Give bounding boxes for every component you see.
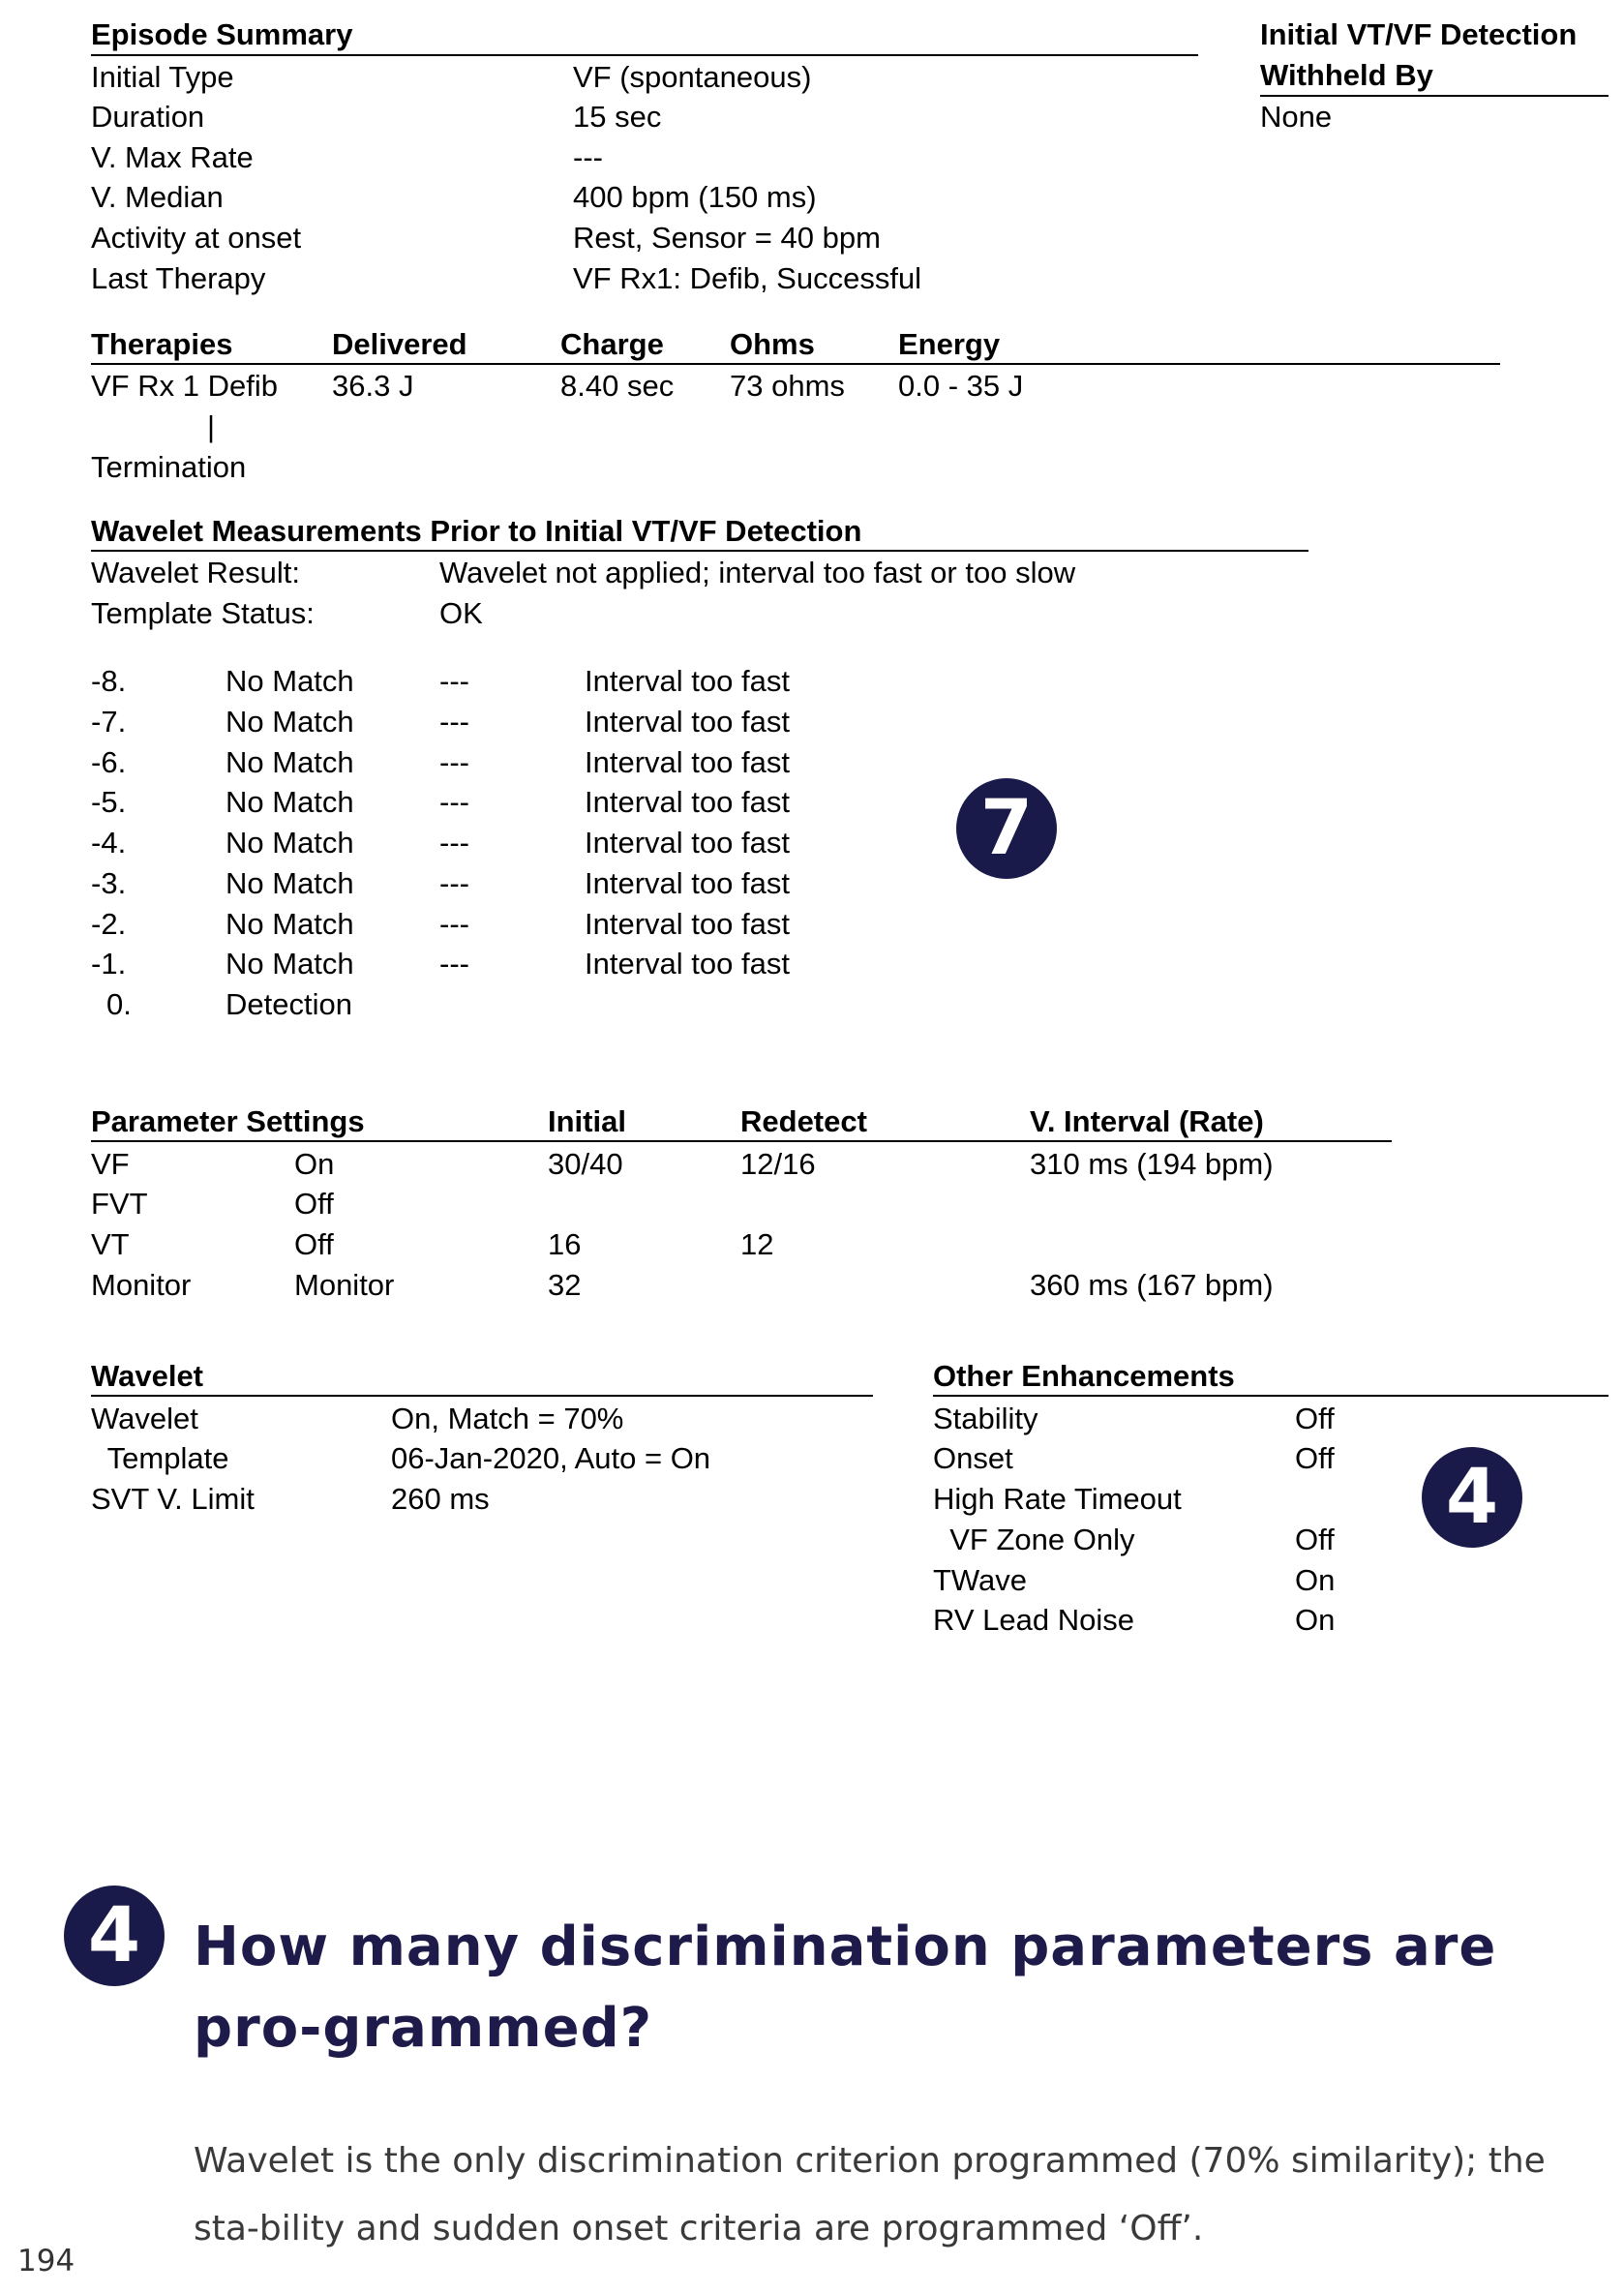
question-heading: How many discrimination parameters are pro-grammed? xyxy=(194,1916,1497,2060)
initial-header: Initial xyxy=(548,1104,626,1138)
divider xyxy=(91,1140,1392,1142)
divider xyxy=(91,1395,873,1397)
beat-match: No Match xyxy=(226,705,354,739)
wavelet-label: Template xyxy=(91,1441,229,1475)
summary-label: V. Max Rate xyxy=(91,140,254,174)
beat-pct: --- xyxy=(439,745,469,779)
therapy-cell: 0.0 - 35 J xyxy=(898,369,1024,403)
beat-pct: --- xyxy=(439,947,469,981)
episode-summary-header: Episode Summary xyxy=(91,17,353,51)
beat-pct: --- xyxy=(439,826,469,860)
param-initial: 32 xyxy=(548,1268,582,1302)
param-zone: VT xyxy=(91,1227,130,1261)
beat-match: No Match xyxy=(226,745,354,779)
beat-index: -2. xyxy=(91,907,127,941)
therapy-cell: 36.3 J xyxy=(332,369,414,403)
beat-note: Interval too fast xyxy=(585,705,790,739)
divider xyxy=(91,550,1308,552)
param-zone: Monitor xyxy=(91,1268,192,1302)
beat-note: Interval too fast xyxy=(585,826,790,860)
param-status: Monitor xyxy=(294,1268,395,1302)
beat-index: -4. xyxy=(91,826,127,860)
wavelet-label: SVT V. Limit xyxy=(91,1482,255,1516)
enhancement-value: Off xyxy=(1295,1402,1335,1435)
wavelet-value: 06-Jan-2020, Auto = On xyxy=(391,1441,711,1475)
beat-index: -7. xyxy=(91,705,127,739)
enhancement-label: Onset xyxy=(933,1441,1013,1475)
page-number: 194 xyxy=(17,2244,75,2278)
beat-pct: --- xyxy=(439,785,469,819)
param-interval: 360 ms (167 bpm) xyxy=(1030,1268,1274,1302)
wavelet-result-label: Wavelet Result: xyxy=(91,556,300,589)
beat-pct: --- xyxy=(439,866,469,900)
beat-index: -6. xyxy=(91,745,127,779)
summary-label: Initial Type xyxy=(91,60,234,94)
withheld-header-line2: Withheld By xyxy=(1260,58,1433,92)
withheld-header-line1: Initial VT/VF Detection xyxy=(1260,17,1578,51)
wavelet-label: Wavelet xyxy=(91,1402,198,1435)
beat-pct: --- xyxy=(439,705,469,739)
beat-index: -1. xyxy=(91,947,127,981)
therapy-pipe: | xyxy=(207,409,216,443)
param-zone: FVT xyxy=(91,1187,148,1221)
beat-match: Detection xyxy=(226,987,352,1021)
beat-index: -3. xyxy=(91,866,127,900)
beat-note: Interval too fast xyxy=(585,745,790,779)
badge-7-icon: 7 xyxy=(958,780,1055,877)
summary-label: Duration xyxy=(91,100,205,134)
divider xyxy=(933,1395,1609,1397)
template-status-label: Template Status: xyxy=(91,596,315,630)
enhancement-value: Off xyxy=(1295,1441,1335,1475)
wavelet-measurements-header: Wavelet Measurements Prior to Initial VT/VF Detection xyxy=(91,514,862,548)
enhancement-label: Stability xyxy=(933,1402,1038,1435)
param-status: Off xyxy=(294,1227,334,1261)
beat-match: No Match xyxy=(226,866,354,900)
beat-note: Interval too fast xyxy=(585,907,790,941)
beat-note: Interval too fast xyxy=(585,866,790,900)
ohms-header: Ohms xyxy=(730,327,815,361)
interval-header: V. Interval (Rate) xyxy=(1030,1104,1264,1138)
beat-match: No Match xyxy=(226,907,354,941)
divider xyxy=(91,54,1198,56)
question-number-icon: 4 xyxy=(66,1887,163,1984)
enhancement-label: RV Lead Noise xyxy=(933,1603,1134,1637)
enhancement-label: High Rate Timeout xyxy=(933,1482,1182,1516)
summary-label: Activity at onset xyxy=(91,221,302,255)
withheld-value: None xyxy=(1260,100,1333,134)
summary-value: Rest, Sensor = 40 bpm xyxy=(573,221,881,255)
enhancement-value: On xyxy=(1295,1563,1336,1597)
param-interval: 310 ms (194 bpm) xyxy=(1030,1147,1274,1181)
summary-value: 15 sec xyxy=(573,100,662,134)
beat-index: 0. xyxy=(106,987,132,1021)
beat-pct: --- xyxy=(439,664,469,698)
summary-value: --- xyxy=(573,140,603,174)
therapy-cell: 73 ohms xyxy=(730,369,845,403)
beat-match: No Match xyxy=(226,947,354,981)
param-initial: 16 xyxy=(548,1227,582,1261)
template-status-value: OK xyxy=(439,596,483,630)
divider xyxy=(91,363,1500,365)
summary-value: 400 bpm (150 ms) xyxy=(573,180,817,214)
therapies-header: Therapies xyxy=(91,327,233,361)
enhancement-label: VF Zone Only xyxy=(933,1523,1135,1556)
beat-note: Interval too fast xyxy=(585,785,790,819)
enhancement-label: TWave xyxy=(933,1563,1028,1597)
beat-index: -8. xyxy=(91,664,127,698)
badge-4-icon: 4 xyxy=(1424,1449,1520,1546)
enhancement-value: Off xyxy=(1295,1523,1335,1556)
therapy-termination: Termination xyxy=(91,450,247,484)
beat-index: -5. xyxy=(91,785,127,819)
divider xyxy=(1260,95,1609,97)
answer-text: Wavelet is the only discrimination criterion programmed (70% similarity); the sta-bility and sudden onset criteria are programmed ‘Off’. xyxy=(194,2141,1546,2248)
beat-match: No Match xyxy=(226,785,354,819)
summary-label: Last Therapy xyxy=(91,261,266,295)
other-enhancements-header: Other Enhancements xyxy=(933,1359,1235,1393)
summary-value: VF Rx1: Defib, Successful xyxy=(573,261,922,295)
beat-note: Interval too fast xyxy=(585,947,790,981)
param-status: On xyxy=(294,1147,335,1181)
param-zone: VF xyxy=(91,1147,130,1181)
redetect-header: Redetect xyxy=(740,1104,867,1138)
beat-pct: --- xyxy=(439,907,469,941)
enhancement-value: On xyxy=(1295,1603,1336,1637)
delivered-header: Delivered xyxy=(332,327,467,361)
wavelet-value: On, Match = 70% xyxy=(391,1402,624,1435)
param-redetect: 12/16 xyxy=(740,1147,816,1181)
param-redetect: 12 xyxy=(740,1227,774,1261)
beat-note: Interval too fast xyxy=(585,664,790,698)
wavelet-header: Wavelet xyxy=(91,1359,204,1393)
beat-match: No Match xyxy=(226,826,354,860)
parameter-settings-header: Parameter Settings xyxy=(91,1104,365,1138)
therapy-cell: 8.40 sec xyxy=(560,369,675,403)
therapy-cell: VF Rx 1 Defib xyxy=(91,369,278,403)
summary-value: VF (spontaneous) xyxy=(573,60,812,94)
summary-label: V. Median xyxy=(91,180,224,214)
energy-header: Energy xyxy=(898,327,1001,361)
beat-match: No Match xyxy=(226,664,354,698)
param-initial: 30/40 xyxy=(548,1147,623,1181)
wavelet-value: 260 ms xyxy=(391,1482,490,1516)
charge-header: Charge xyxy=(560,327,664,361)
param-status: Off xyxy=(294,1187,334,1221)
wavelet-result-value: Wavelet not applied; interval too fast or too slow xyxy=(439,556,1076,589)
